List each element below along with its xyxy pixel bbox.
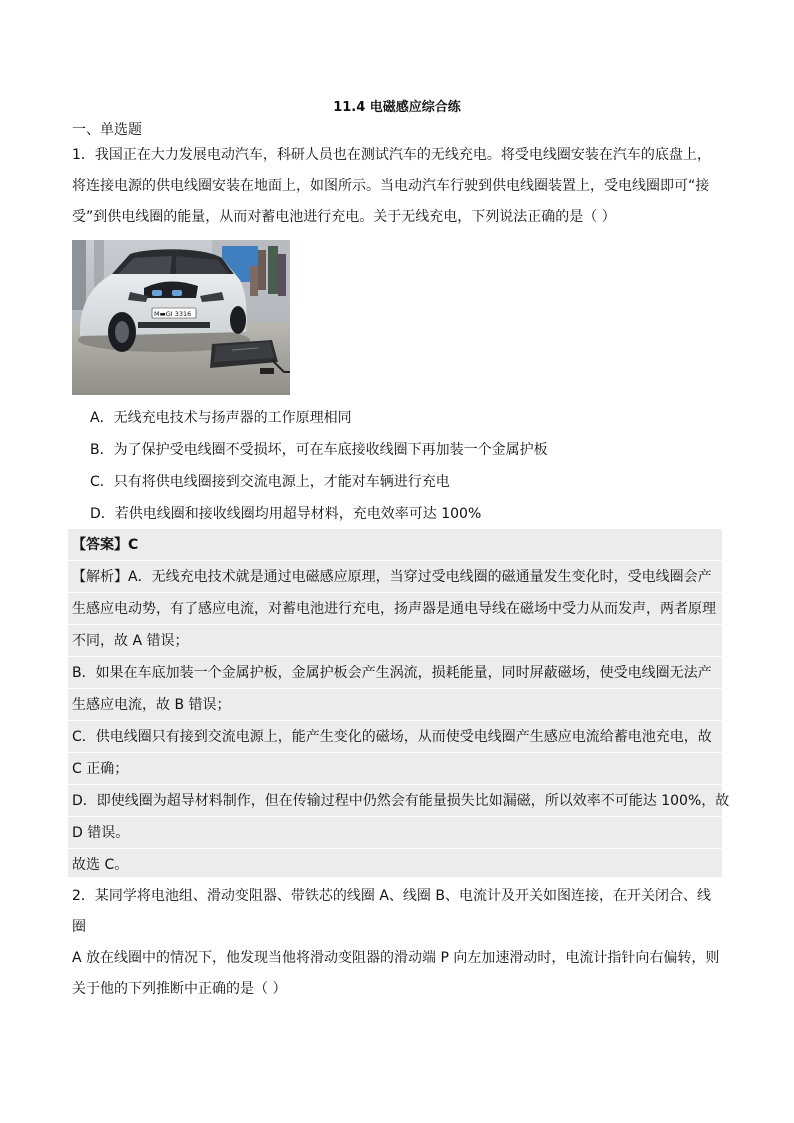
line-divider [68, 720, 722, 721]
explanation-line: 不同，故 A 错误； [72, 633, 189, 649]
explanation-line: 生感应电动势，有了感应电流，对蓄电池进行充电，扬声器是通电导线在磁场中受力从而发声，两者原理 [72, 601, 716, 617]
line-divider [68, 688, 722, 689]
line-divider [68, 624, 722, 625]
question-1-line: 受”到供电线圈的能量，从而对蓄电池进行充电。关于无线充电，下列说法正确的是（ ） [72, 209, 616, 225]
question-1-options [90, 402, 720, 530]
question-2-line: A 放在线圈中的情况下，他发现当他将滑动变阻器的滑动端 P 向左加速滑动时，电流计指针向右偏转，则 [72, 950, 720, 966]
car-photo-illustration [72, 240, 290, 395]
option-b[interactable]: B．为了保护受电线圈不受损坏，可在车底接收线圈下再加装一个金属护板 [90, 442, 548, 458]
question-2-stem [72, 881, 722, 1005]
question-2-line: 2．某同学将电池组、滑动变阻器、带铁芯的线圈 A、线圈 B、电流计及开关如图连接，在开关闭合、线圈 [72, 888, 711, 935]
line-divider [68, 816, 722, 817]
question-2-line: 关于他的下列推断中正确的是（ ） [72, 981, 287, 997]
explanation-line: D．即使线圈为超导材料制作，但在传输过程中仍然会有能量损失比如漏磁，所以效率不可能达 100%，故 [72, 793, 730, 809]
line-divider [68, 848, 722, 849]
explanation-line: 生感应电流，故 B 错误； [72, 697, 231, 713]
option-c[interactable]: C．只有将供电线圈接到交流电源上，才能对车辆进行充电 [90, 474, 450, 490]
option-a[interactable]: A．无线充电技术与扬声器的工作原理相同 [90, 410, 352, 426]
line-divider [68, 752, 722, 753]
question-1-line: 将连接电源的供电线圈安装在地面上，如图所示。当电动汽车行驶到供电线圈装置上，受电线圈即可“接 [72, 178, 710, 194]
explanation-line: B．如果在车底加装一个金属护板，金属护板会产生涡流，损耗能量，同时屏蔽磁场，使受电线圈无法产 [72, 665, 712, 681]
license-plate-text: M▬GI 3316 [154, 310, 192, 318]
section-heading: 一、单选题 [72, 122, 142, 138]
explanation-line: 故选 C。 [72, 857, 129, 873]
line-divider [68, 560, 722, 561]
question-1-line: 1．我国正在大力发展电动汽车，科研人员也在测试汽车的无线充电。将受电线圈安装在汽车的底盘上， [72, 147, 711, 163]
explanation-line: 【解析】A．无线充电技术就是通过电磁感应原理，当穿过受电线圈的磁通量发生变化时，受电线圈会产 [72, 569, 712, 585]
page-title: 11.4 电磁感应综合练 [333, 100, 461, 115]
explanation-line: D 错误。 [72, 825, 130, 841]
line-divider [68, 592, 722, 593]
electric-car-charging-photo [72, 240, 290, 395]
option-d[interactable]: D．若供电线圈和接收线圈均用超导材料，充电效率可达 100% [90, 506, 482, 522]
explanation-line: C 正确； [72, 761, 129, 777]
explanation-line: C．供电线圈只有接到交流电源上，能产生变化的磁场，从而使受电线圈产生感应电流给蓄电池充电，故 [72, 729, 712, 745]
question-1-stem [72, 140, 722, 233]
line-divider [68, 656, 722, 657]
answer-explanation-box [68, 529, 730, 877]
answer-line: 【答案】C [72, 537, 139, 553]
line-divider [68, 784, 722, 785]
